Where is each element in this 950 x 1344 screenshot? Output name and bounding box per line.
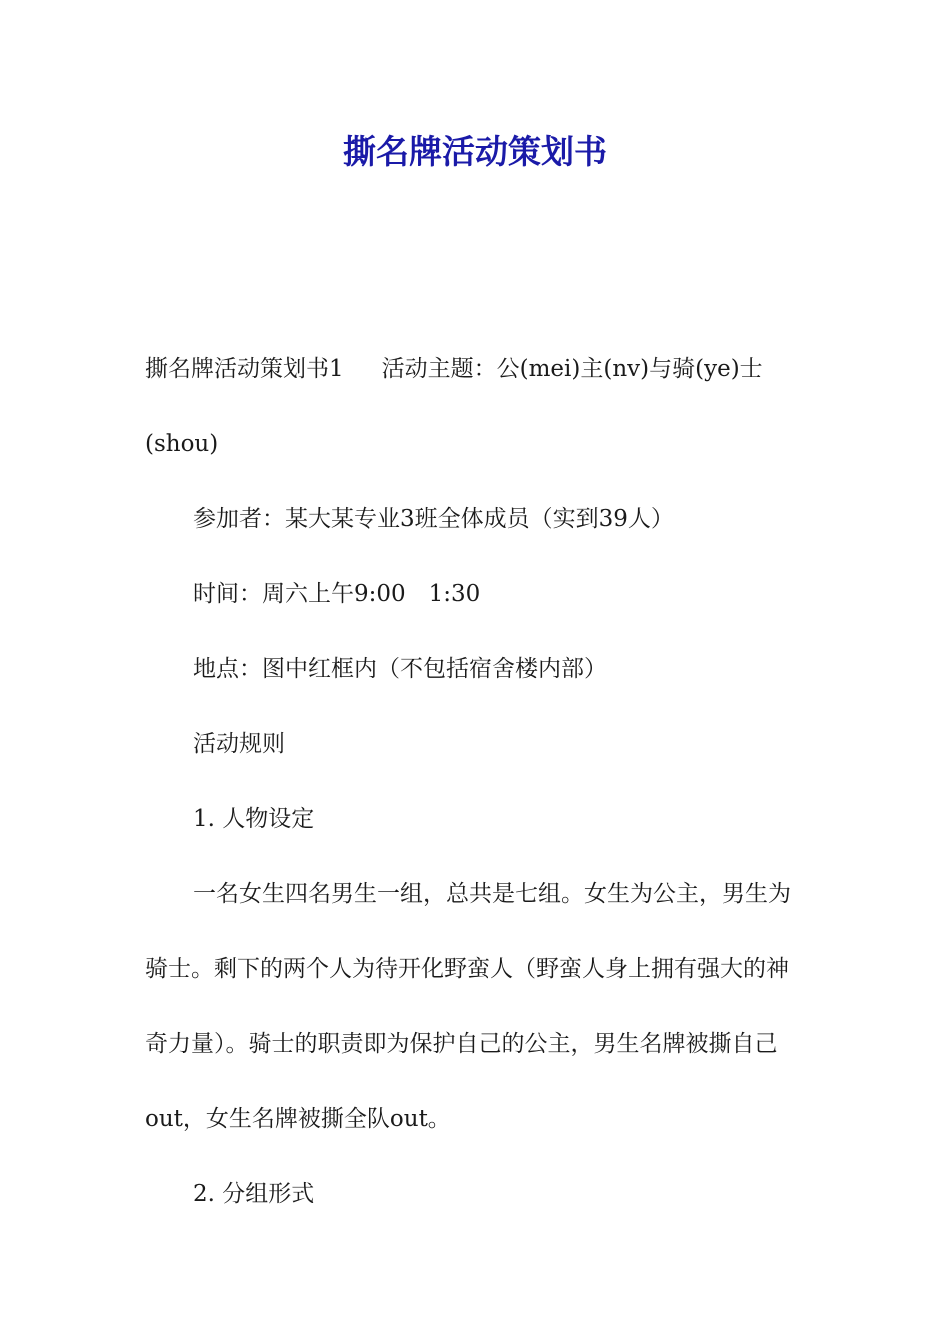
paragraph-character-setup: 1. 人物设定 bbox=[193, 806, 315, 832]
paragraph-character-description: 一名女生四名男生一组，总共是七组。女生为公主，男生为骑士。剩下的两个人为待开化野蛮人（野蛮人身上拥有强大的神奇力量）。骑士的职责即为保护自己的公主，男生名牌被撕自己out，女生名牌被撕全队out。 bbox=[145, 881, 791, 1132]
paragraph-location: 地点：图中红框内（不包括宿舍楼内部） bbox=[193, 656, 607, 682]
activity-theme: 活动主题：公(mei)主(nv)与骑(ye)士(shou) bbox=[145, 356, 763, 457]
document-title: 撕名牌活动策划书 bbox=[343, 132, 607, 171]
paragraph-rules-heading: 活动规则 bbox=[193, 731, 285, 757]
paragraph-grouping: 2. 分组形式 bbox=[193, 1181, 315, 1207]
section-heading: 撕名牌活动策划书1 bbox=[145, 356, 344, 382]
paragraph-time: 时间：周六上午9:00 1:30 bbox=[193, 581, 481, 607]
paragraph-participants: 参加者：某大某专业3班全体成员（实到39人） bbox=[193, 506, 674, 532]
paragraph-intro bbox=[145, 332, 807, 482]
document-body bbox=[145, 332, 807, 1232]
